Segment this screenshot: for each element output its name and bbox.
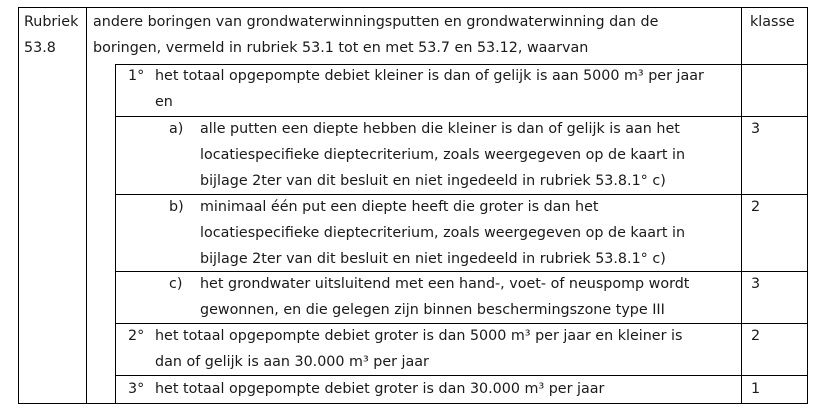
- row-marker: 3°: [128, 381, 145, 397]
- column-divider: [115, 64, 116, 404]
- row-text-line: dan of gelijk is aan 30.000 m³ per jaar: [155, 354, 429, 370]
- row-text-line: het totaal opgepompte debiet groter is dan 30.000 m³ per jaar: [155, 381, 605, 397]
- row-text-line: het grondwater uitsluitend met een hand-, voet- of neuspomp wordt: [200, 276, 690, 292]
- row-class-value: 1: [751, 381, 761, 397]
- row-text-line: bijlage 2ter van dit besluit en niet ingedeeld in rubriek 53.8.1° c): [200, 173, 666, 189]
- row-text-line: bijlage 2ter van dit besluit en niet ingedeeld in rubriek 53.8.1° c): [200, 251, 666, 267]
- row-marker: 1°: [128, 68, 145, 84]
- row-text-line: het totaal opgepompte debiet groter is dan 5000 m³ per jaar en kleiner is: [155, 328, 683, 344]
- row-text-line: het totaal opgepompte debiet kleiner is dan of gelijk is aan 5000 m³ per jaar: [155, 68, 704, 84]
- rubric-description-line: boringen, vermeld in rubriek 53.1 tot en met 53.7 en 53.12, waarvan: [93, 40, 589, 56]
- row-text-line: minimaal één put een diepte heeft die groter is dan het: [200, 199, 599, 215]
- row-text-line: locatiespecifieke dieptecriterium, zoals weergegeven op de kaart in: [200, 147, 686, 163]
- table-border-bottom: [18, 403, 808, 404]
- row-class-value: 2: [751, 328, 761, 344]
- row-class-value: 3: [751, 121, 761, 137]
- rubric-label: Rubriek: [24, 14, 79, 30]
- row-text-line: alle putten een diepte hebben die kleiner is dan of gelijk is aan het: [200, 121, 680, 137]
- rubric-number: 53.8: [24, 40, 56, 56]
- table-border-right: [807, 7, 808, 404]
- row-marker: c): [169, 276, 183, 292]
- table-border-left: [18, 7, 19, 404]
- row-marker: a): [169, 121, 184, 137]
- table-border-top: [18, 7, 808, 8]
- row-marker: b): [169, 199, 184, 215]
- column-divider: [741, 7, 742, 404]
- row-class-value: 2: [751, 199, 761, 215]
- row-text-line: en: [155, 94, 173, 110]
- class-column-header: klasse: [750, 14, 795, 30]
- row-class-value: 3: [751, 276, 761, 292]
- row-text-line: gewonnen, en die gelegen zijn binnen beschermingszone type III: [200, 302, 665, 318]
- rubric-description-line: andere boringen van grondwaterwinningsputten en grondwaterwinning dan de: [93, 14, 659, 30]
- column-divider: [86, 7, 87, 404]
- row-marker: 2°: [128, 328, 145, 344]
- row-text-line: locatiespecifieke dieptecriterium, zoals weergegeven op de kaart in: [200, 225, 686, 241]
